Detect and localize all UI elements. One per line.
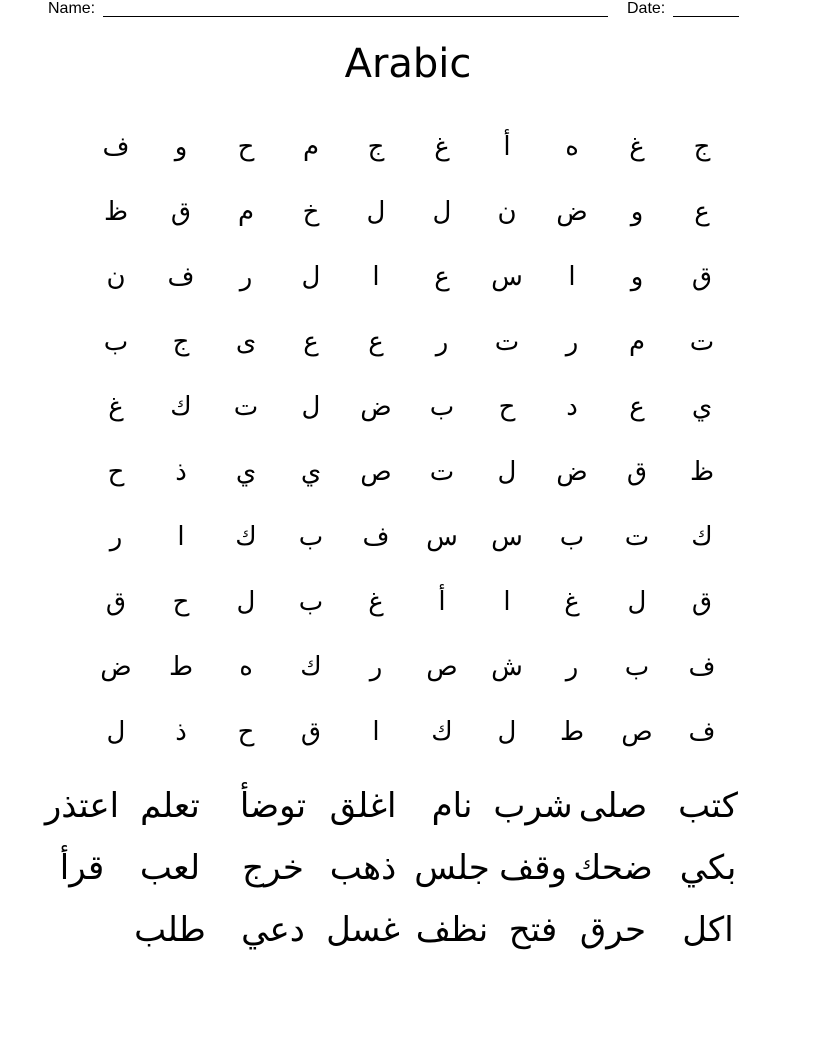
word-row bbox=[0, 775, 816, 837]
grid-row bbox=[0, 570, 816, 635]
grid-letter: ق bbox=[691, 262, 713, 292]
word-bank-item: اعتذر bbox=[44, 786, 120, 826]
word-bank-item: صلى bbox=[578, 786, 648, 826]
grid-letter: ص bbox=[621, 717, 653, 747]
grid-letter: ض bbox=[556, 197, 588, 227]
grid-letter: ك bbox=[300, 652, 322, 682]
grid-letter: ا bbox=[177, 522, 185, 552]
word-bank-item: بكي bbox=[679, 848, 737, 888]
grid-letter: س bbox=[426, 522, 458, 552]
word-bank-item: اغلق bbox=[329, 786, 397, 826]
grid-letter: ت bbox=[624, 522, 650, 552]
word-bank-item: خرج bbox=[242, 848, 304, 888]
grid-letter: د bbox=[566, 392, 578, 422]
grid-letter: ذ bbox=[175, 457, 187, 487]
grid-letter: غ bbox=[434, 132, 450, 162]
grid-letter: ض bbox=[556, 457, 588, 487]
grid-letter: س bbox=[491, 262, 523, 292]
date-label: Date: bbox=[627, 0, 666, 17]
grid-letter: ق bbox=[300, 717, 322, 747]
grid-letter: ل bbox=[627, 587, 647, 617]
grid-letter: ب bbox=[103, 327, 129, 357]
word-bank-item: قرأ bbox=[59, 848, 105, 888]
grid-letter: ه bbox=[239, 652, 253, 682]
grid-letter: ت bbox=[689, 327, 715, 357]
grid-letter: ح bbox=[172, 587, 190, 617]
word-bank bbox=[0, 775, 816, 961]
grid-row bbox=[0, 375, 816, 440]
grid-letter: ظ bbox=[689, 457, 715, 487]
word-bank-item: اكل bbox=[682, 910, 734, 950]
grid-letter: ع bbox=[368, 327, 384, 357]
grid-letter: م bbox=[628, 327, 646, 357]
word-bank-item: تعلم bbox=[140, 786, 200, 826]
grid-letter: خ bbox=[302, 197, 320, 227]
grid-letter: ت bbox=[233, 392, 259, 422]
grid-letter: ع bbox=[629, 392, 645, 422]
grid-letter: ر bbox=[239, 262, 253, 292]
grid-letter: ر bbox=[109, 522, 123, 552]
grid-row bbox=[0, 505, 816, 570]
grid-letter: ك bbox=[235, 522, 257, 552]
grid-letter: ب bbox=[298, 587, 324, 617]
grid-letter: ب bbox=[559, 522, 585, 552]
grid-letter: ه bbox=[565, 132, 579, 162]
word-bank-item: جلس bbox=[414, 848, 490, 888]
grid-letter: ي bbox=[300, 457, 322, 487]
grid-letter: ف bbox=[362, 522, 390, 552]
grid-letter: ت bbox=[494, 327, 520, 357]
grid-letter: ح bbox=[237, 132, 255, 162]
grid-letter: ذ bbox=[175, 717, 187, 747]
grid-row bbox=[0, 180, 816, 245]
grid-letter: ق bbox=[691, 587, 713, 617]
grid-letter: ب bbox=[624, 652, 650, 682]
grid-letter: ر bbox=[565, 327, 579, 357]
grid-letter: س bbox=[491, 522, 523, 552]
grid-letter: ك bbox=[170, 392, 192, 422]
grid-letter: ل bbox=[497, 457, 517, 487]
grid-letter: ح bbox=[237, 717, 255, 747]
grid-letter: ح bbox=[107, 457, 125, 487]
grid-letter: ص bbox=[426, 652, 458, 682]
grid-letter: ا bbox=[503, 587, 511, 617]
grid-letter: غ bbox=[368, 587, 384, 617]
grid-letter: ق bbox=[170, 197, 192, 227]
grid-letter: ب bbox=[429, 392, 455, 422]
grid-letter: ظ bbox=[103, 197, 129, 227]
grid-letter: ن bbox=[106, 262, 126, 292]
grid-letter: ك bbox=[691, 522, 713, 552]
grid-letter: م bbox=[302, 132, 320, 162]
word-bank-item: طلب bbox=[134, 910, 206, 950]
grid-letter: ل bbox=[497, 717, 517, 747]
word-bank-item: ضحك bbox=[573, 848, 653, 888]
grid-letter: أ bbox=[503, 132, 511, 162]
word-bank-item: دعي bbox=[241, 910, 305, 950]
grid-letter: ى bbox=[235, 327, 257, 357]
grid-letter: ل bbox=[236, 587, 256, 617]
word-bank-item: نام bbox=[431, 786, 473, 826]
grid-row bbox=[0, 115, 816, 180]
grid-letter: ن bbox=[497, 197, 517, 227]
word-row bbox=[0, 837, 816, 899]
grid-letter: ل bbox=[432, 197, 452, 227]
word-bank-item: غسل bbox=[326, 910, 400, 950]
grid-letter: ف bbox=[102, 132, 130, 162]
grid-row bbox=[0, 310, 816, 375]
grid-letter: غ bbox=[629, 132, 645, 162]
grid-letter: ا bbox=[372, 717, 380, 747]
grid-letter: ب bbox=[298, 522, 324, 552]
grid-letter: و bbox=[630, 197, 644, 227]
word-bank-item: لعب bbox=[139, 848, 201, 888]
word-bank-item: ذهب bbox=[329, 848, 397, 888]
grid-letter: م bbox=[237, 197, 255, 227]
page-title: Arabic bbox=[344, 41, 472, 87]
grid-letter: ح bbox=[498, 392, 516, 422]
grid-letter: و bbox=[174, 132, 188, 162]
grid-letter: ا bbox=[568, 262, 576, 292]
grid-letter: ق bbox=[626, 457, 648, 487]
word-row bbox=[0, 899, 816, 961]
grid-letter: ر bbox=[565, 652, 579, 682]
grid-letter: ع bbox=[694, 197, 710, 227]
grid-letter: ع bbox=[303, 327, 319, 357]
grid-letter: و bbox=[630, 262, 644, 292]
grid-letter: أ bbox=[438, 587, 446, 617]
grid-letter: ر bbox=[435, 327, 449, 357]
grid-letter: ي bbox=[691, 392, 713, 422]
grid-row bbox=[0, 635, 816, 700]
word-bank-item: شرب bbox=[493, 786, 573, 826]
grid-letter: ت bbox=[429, 457, 455, 487]
word-bank-item: فتح bbox=[508, 910, 558, 950]
grid-letter: ع bbox=[434, 262, 450, 292]
grid-letter: ا bbox=[372, 262, 380, 292]
word-bank-item: كتب bbox=[678, 786, 738, 826]
grid-letter: ك bbox=[431, 717, 453, 747]
grid-letter: ل bbox=[301, 392, 321, 422]
grid-letter: ف bbox=[688, 652, 716, 682]
date-field bbox=[673, 16, 739, 17]
grid-row bbox=[0, 440, 816, 505]
word-bank-item: نظف bbox=[415, 910, 489, 950]
grid-letter: ص bbox=[360, 457, 392, 487]
grid-letter: ض bbox=[100, 652, 132, 682]
grid-letter: ط bbox=[168, 652, 194, 682]
grid-letter: ج bbox=[172, 327, 190, 357]
grid-letter: ل bbox=[106, 717, 126, 747]
grid-letter: ف bbox=[688, 717, 716, 747]
letter-grid bbox=[0, 115, 816, 765]
worksheet-header bbox=[0, 0, 816, 20]
grid-letter: ط bbox=[559, 717, 585, 747]
word-bank-item: حرق bbox=[579, 910, 647, 950]
grid-letter: ي bbox=[235, 457, 257, 487]
name-label: Name: bbox=[48, 0, 96, 17]
grid-letter: ج bbox=[367, 132, 385, 162]
grid-row bbox=[0, 700, 816, 765]
grid-letter: ش bbox=[491, 652, 523, 682]
grid-letter: ف bbox=[167, 262, 195, 292]
name-field bbox=[103, 16, 608, 17]
grid-letter: ل bbox=[366, 197, 386, 227]
grid-letter: ج bbox=[693, 132, 711, 162]
grid-row bbox=[0, 245, 816, 310]
grid-letter: ل bbox=[301, 262, 321, 292]
grid-letter: غ bbox=[564, 587, 580, 617]
grid-letter: غ bbox=[108, 392, 124, 422]
grid-letter: ض bbox=[360, 392, 392, 422]
word-bank-item: وقف bbox=[499, 848, 567, 888]
word-bank-item: توضأ bbox=[239, 786, 307, 826]
grid-letter: ق bbox=[105, 587, 127, 617]
grid-letter: ر bbox=[369, 652, 383, 682]
